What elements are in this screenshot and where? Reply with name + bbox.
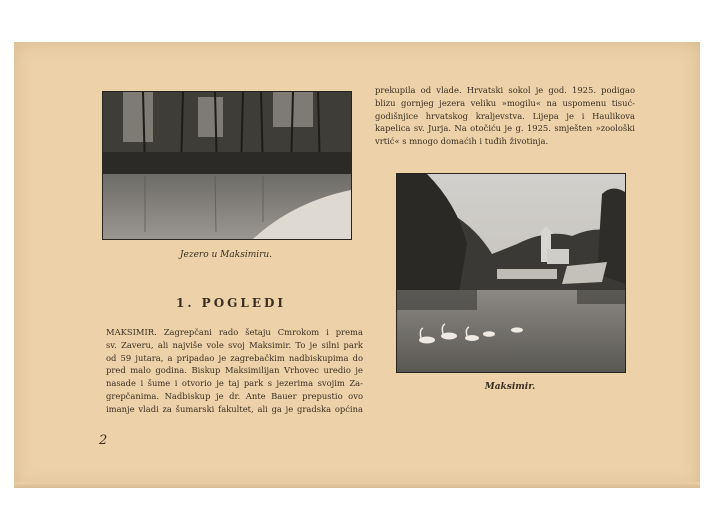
text-line: vrtić« s mnogo domaćih i tuđih životinja. [375,136,549,147]
maksimir-photo-caption: Maksimir. [484,382,536,392]
section-heading: 1. POGLEDI [175,296,287,310]
text-line: pred malo godina. Biskup Maksimilijan Vrhovec uredio je [106,365,363,376]
lake-photo-caption: Jezero u Maksimiru. [179,250,273,260]
page-number: 2 [99,433,108,448]
text-line: imanje vladi za šumarski fakultet, ali ga je gradska općina [106,403,363,414]
text-line: kapelica sv. Jurja. Na otočiću je g. 1925. smješten »zoološki [375,123,635,134]
text-line: godišnjice hrvatskog kraljevstva. Lijepa je i Haulikova [375,110,635,121]
text-line: grepčanima. Nadbiskup je dr. Ante Bauer prepustio ovo [106,390,363,401]
text-line: prekupila od vlade. Hrvatski sokol je god. 1925. podigao [375,85,635,95]
text-line: od 59 jutara, a pripadao je zagrebačkim nadbiskupima do [106,352,363,363]
text-line: nasade i šume i otvorio je taj park s jezerima svojim Za- [106,378,363,389]
left-paragraph [106,326,363,416]
text-line: MAKSIMIR. Zagrepčani rado šetaju Cmrokom i prema [106,327,363,337]
right-paragraph [375,84,635,148]
lake-photo [102,91,352,240]
text-line: sv. Zaveru, ali najviše vole svoj Maksimir. To je silni park [106,339,363,350]
text-line: blizu gornjeg jezera veliku »mogilu« na uspomenu tisuć- [375,97,635,108]
maksimir-photo [396,173,626,373]
